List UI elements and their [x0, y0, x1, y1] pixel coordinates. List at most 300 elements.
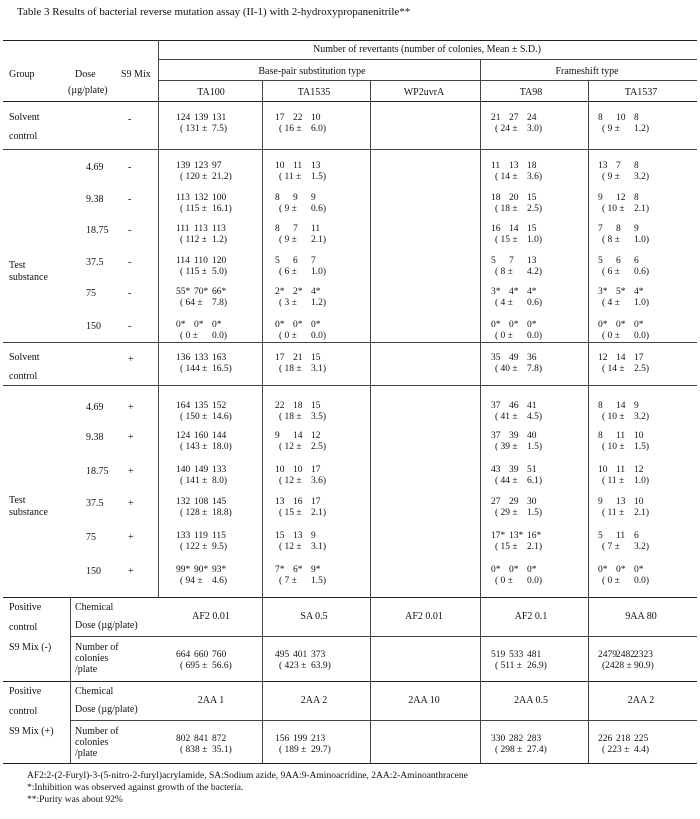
plate-3-value: 9	[634, 401, 639, 411]
plate-2-value: 282	[509, 734, 524, 744]
chemical-dose: AF2 0.1	[514, 611, 548, 622]
vrule-ta1535	[370, 80, 371, 763]
plate-3-value: 10	[634, 431, 644, 441]
s9-value: -	[128, 288, 132, 299]
plate-3-value: 872	[212, 734, 227, 744]
sd-value: 6.0)	[311, 124, 327, 134]
plate-2-value: 46	[509, 401, 519, 411]
plate-3-value: 8	[634, 161, 639, 171]
plate-3-value: 4*	[527, 287, 537, 297]
plate-3-value: 36	[527, 353, 537, 363]
mean-value: (2428 ±	[602, 661, 632, 671]
mean-value: ( 15 ±	[279, 508, 302, 518]
cell-ta98	[491, 497, 543, 521]
rule-solvent-minus	[3, 149, 697, 150]
cell-ta100	[176, 565, 228, 589]
label-nc2-minus: colonies	[75, 653, 109, 664]
sd-value: 2.1)	[634, 508, 650, 518]
mean-value: ( 298 ±	[495, 745, 523, 755]
plate-2-value: 132	[194, 193, 209, 203]
plate-2-value: 149	[194, 465, 209, 475]
cell-ta100	[176, 224, 228, 248]
label-nc3-plus: /plate	[75, 748, 98, 759]
label-chem-plus: Chemical	[75, 686, 114, 697]
header-revertants: Number of revertants (number of colonies, Mean ± S.D.)	[313, 44, 541, 55]
plate-1-value: 5	[598, 256, 603, 266]
cell-ta98	[491, 113, 543, 137]
sd-value: 1.5)	[634, 442, 650, 452]
mean-value: ( 122 ±	[180, 542, 208, 552]
plate-3-value: 18	[527, 161, 537, 171]
plate-1-value: 9	[598, 497, 603, 507]
plate-1-value: 22	[275, 401, 285, 411]
header-dose: Dose	[75, 69, 96, 80]
plate-1-value: 330	[491, 734, 506, 744]
plate-2-value: 8	[616, 224, 621, 234]
plate-3-value: 40	[527, 431, 537, 441]
s9-value: -	[128, 162, 132, 173]
plate-1-value: 495	[275, 650, 290, 660]
mean-value: ( 0 ±	[602, 576, 620, 586]
plate-3-value: 12	[634, 465, 644, 475]
mean-value: ( 223 ±	[602, 745, 630, 755]
sd-value: 1.5)	[527, 442, 543, 452]
mean-value: ( 3 ±	[279, 298, 297, 308]
plate-2-value: 39	[509, 465, 519, 475]
plate-2-value: 14	[293, 431, 303, 441]
plate-1-value: 0*	[275, 320, 285, 330]
plate-2-value: 27	[509, 113, 519, 123]
cell-ta98	[491, 353, 543, 377]
mean-value: ( 12 ±	[279, 542, 302, 552]
label-solvent-minus: Solvent	[9, 112, 40, 123]
plate-1-value: 10	[598, 465, 608, 475]
positive-cell-ta1535	[275, 734, 331, 758]
cell-ta100	[176, 353, 232, 377]
plate-2-value: 133	[194, 353, 209, 363]
plate-3-value: 10	[634, 497, 644, 507]
plate-2-value: 14	[616, 353, 626, 363]
plate-1-value: 17*	[491, 531, 506, 541]
label-substance-minus: substance	[9, 272, 48, 283]
plate-1-value: 0*	[598, 320, 608, 330]
cell-ta1535	[275, 287, 327, 311]
plate-3-value: 131	[212, 113, 227, 123]
plate-3-value: 93*	[212, 565, 227, 575]
sd-value: 3.2)	[634, 172, 650, 182]
dose-value: 75	[86, 532, 96, 543]
plate-1-value: 111	[176, 224, 190, 234]
cell-ta1537	[598, 565, 650, 589]
positive-cell-ta98	[491, 650, 547, 674]
dose-value: 9.38	[86, 194, 104, 205]
cell-ta100	[176, 113, 228, 137]
plate-3-value: 213	[311, 734, 326, 744]
positive-cell-ta1537	[598, 650, 654, 674]
plate-3-value: 120	[212, 256, 227, 266]
plate-1-value: 133	[176, 531, 191, 541]
rule-header-bottom	[3, 101, 697, 102]
mean-value: ( 12 ±	[279, 442, 302, 452]
dose-value: 75	[86, 288, 96, 299]
plate-1-value: 0*	[176, 320, 186, 330]
cell-ta1537	[598, 256, 650, 280]
plate-3-value: 6	[634, 531, 639, 541]
plate-3-value: 9*	[311, 565, 321, 575]
header-fs: Frameshift type	[555, 66, 619, 77]
cell-ta100	[176, 287, 228, 311]
header-bps: Base-pair substitution type	[258, 66, 366, 77]
s9-value: +	[128, 432, 134, 443]
plate-1-value: 12	[598, 353, 608, 363]
positive-cell-ta100	[176, 650, 232, 674]
header-ta100: TA100	[197, 87, 225, 98]
sd-value: 27.4)	[527, 745, 547, 755]
sd-value: 0.0)	[527, 576, 543, 586]
mean-value: ( 39 ±	[495, 442, 518, 452]
mean-value: ( 423 ±	[279, 661, 307, 671]
plate-2-value: 29	[509, 497, 519, 507]
sd-value: 29.7)	[311, 745, 331, 755]
plate-3-value: 0*	[311, 320, 321, 330]
sd-value: 1.0)	[527, 235, 543, 245]
mean-value: ( 511 ±	[495, 661, 523, 671]
plate-1-value: 15	[275, 531, 285, 541]
plate-1-value: 13	[275, 497, 285, 507]
sd-value: 3.5)	[311, 412, 327, 422]
cell-ta100	[176, 497, 232, 521]
plate-1-value: 156	[275, 734, 290, 744]
mean-value: ( 131 ±	[180, 124, 208, 134]
cell-ta1537	[598, 161, 650, 185]
label-test-minus: Test	[9, 260, 26, 271]
sd-value: 2.5)	[634, 364, 650, 374]
cell-ta1535	[275, 113, 327, 137]
sd-value: 9.5)	[212, 542, 228, 552]
plate-2-value: 199	[293, 734, 308, 744]
plate-1-value: 114	[176, 256, 190, 266]
plate-1-value: 226	[598, 734, 613, 744]
mean-value: ( 11 ±	[279, 172, 302, 182]
plate-2-value: 123	[194, 161, 209, 171]
plate-3-value: 283	[527, 734, 542, 744]
cell-ta100	[176, 531, 228, 555]
plate-1-value: 3*	[491, 287, 501, 297]
plate-3-value: 4*	[634, 287, 644, 297]
plate-3-value: 9	[311, 193, 316, 203]
plate-3-value: 225	[634, 734, 649, 744]
sd-value: 1.2)	[634, 124, 650, 134]
mean-value: ( 695 ±	[180, 661, 208, 671]
mean-value: ( 0 ±	[602, 331, 620, 341]
sd-value: 1.0)	[311, 267, 327, 277]
plate-3-value: 10	[311, 113, 321, 123]
plate-3-value: 13	[527, 256, 537, 266]
cell-ta100	[176, 431, 232, 455]
sd-value: 3.2)	[634, 542, 650, 552]
chemical-dose: 2AA 10	[408, 695, 440, 706]
mean-value: ( 189 ±	[279, 745, 307, 755]
cell-ta1537	[598, 113, 650, 137]
plate-2-value: 135	[194, 401, 209, 411]
sd-value: 0.0)	[634, 331, 650, 341]
plate-1-value: 3*	[598, 287, 608, 297]
rule-pp-mid	[70, 720, 697, 721]
mean-value: ( 44 ±	[495, 476, 518, 486]
sd-value: 1.2)	[212, 235, 228, 245]
mean-value: ( 141 ±	[180, 476, 208, 486]
plate-2-value: 0*	[509, 320, 519, 330]
sd-value: 35.1)	[212, 745, 232, 755]
sd-value: 7.8)	[527, 364, 543, 374]
sd-value: 2.5)	[311, 442, 327, 452]
label-solvent-plus: Solvent	[9, 352, 40, 363]
chemical-dose: AF2 0.01	[405, 611, 443, 622]
mean-value: ( 7 ±	[602, 542, 620, 552]
cell-ta1537	[598, 353, 650, 377]
mean-value: ( 12 ±	[279, 476, 302, 486]
plate-1-value: 9	[598, 193, 603, 203]
cell-ta98	[491, 531, 543, 555]
cell-ta1537	[598, 320, 650, 344]
positive-cell-ta100	[176, 734, 232, 758]
dose-value: 18.75	[86, 466, 109, 477]
sd-value: 2.1)	[311, 508, 327, 518]
sd-value: 3.2)	[634, 412, 650, 422]
cell-ta1537	[598, 401, 650, 425]
vrule-ta100	[262, 80, 263, 763]
plate-3-value: 11	[311, 224, 321, 234]
sd-value: 18.8)	[212, 508, 232, 518]
plate-2-value: 11	[616, 465, 626, 475]
s9-value: +	[128, 498, 134, 509]
plate-3-value: 41	[527, 401, 537, 411]
label-nc2-plus: colonies	[75, 737, 109, 748]
s9-value: -	[128, 321, 132, 332]
chemical-dose: 2AA 2	[300, 695, 328, 706]
cell-ta1537	[598, 497, 650, 521]
sd-value: 6.1)	[527, 476, 543, 486]
cell-ta100	[176, 465, 228, 489]
plate-1-value: 9	[275, 431, 280, 441]
label-substance-plus: substance	[9, 507, 48, 518]
cell-ta1537	[598, 431, 650, 455]
chemical-dose: 2AA 0.5	[514, 695, 548, 706]
plate-1-value: 124	[176, 113, 191, 123]
mean-value: ( 40 ±	[495, 364, 518, 374]
cell-ta100	[176, 320, 228, 344]
mean-value: ( 10 ±	[602, 204, 625, 214]
mean-value: ( 838 ±	[180, 745, 208, 755]
label-nc1-minus: Number of	[75, 642, 119, 653]
cell-ta98	[491, 401, 543, 425]
plate-1-value: 18	[491, 193, 501, 203]
rule-revertants	[158, 59, 697, 60]
plate-1-value: 519	[491, 650, 506, 660]
plate-1-value: 17	[275, 353, 285, 363]
plate-3-value: 144	[212, 431, 227, 441]
plate-3-value: 760	[212, 650, 227, 660]
plate-2-value: 0*	[616, 320, 626, 330]
label-control-minus: control	[9, 131, 38, 142]
mean-value: ( 115 ±	[180, 204, 208, 214]
label-chemdose-plus: Dose (µg/plate)	[75, 704, 138, 715]
label-control-plus: control	[9, 371, 38, 382]
plate-2-value: 16	[293, 497, 303, 507]
rule-pm-mid	[70, 636, 697, 637]
sd-value: 4.6)	[212, 576, 228, 586]
plate-1-value: 10	[275, 161, 285, 171]
mean-value: ( 16 ±	[279, 124, 302, 134]
mean-value: ( 15 ±	[495, 542, 518, 552]
plate-3-value: 17	[311, 465, 321, 475]
plate-1-value: 136	[176, 353, 191, 363]
sd-value: 2.1)	[311, 235, 327, 245]
plate-3-value: 8	[634, 113, 639, 123]
plate-3-value: 17	[311, 497, 321, 507]
s9-value: +	[128, 532, 134, 543]
plate-1-value: 7*	[275, 565, 285, 575]
plate-3-value: 66*	[212, 287, 227, 297]
plate-1-value: 113	[176, 193, 190, 203]
plate-3-value: 9	[634, 224, 639, 234]
chemical-dose: SA 0.5	[300, 611, 328, 622]
rule-solvent-plus	[3, 385, 697, 386]
mean-value: ( 0 ±	[279, 331, 297, 341]
plate-3-value: 97	[212, 161, 222, 171]
plate-1-value: 0*	[491, 565, 501, 575]
plate-2-value: 7	[616, 161, 621, 171]
mean-value: ( 24 ±	[495, 124, 518, 134]
footnote-purity: **:Purity was about 92%	[27, 795, 123, 805]
cell-ta1537	[598, 287, 650, 311]
plate-1-value: 7	[598, 224, 603, 234]
plate-1-value: 35	[491, 353, 501, 363]
sd-value: 0.0)	[311, 331, 327, 341]
mean-value: ( 8 ±	[495, 267, 513, 277]
cell-ta1535	[275, 401, 327, 425]
cell-ta1535	[275, 256, 327, 280]
s9-value: -	[128, 225, 132, 236]
cell-ta98	[491, 224, 543, 248]
plate-1-value: 5	[275, 256, 280, 266]
plate-1-value: 27	[491, 497, 501, 507]
sd-value: 1.5)	[311, 576, 327, 586]
mean-value: ( 11 ±	[602, 508, 625, 518]
sd-value: 4.5)	[527, 412, 543, 422]
plate-3-value: 30	[527, 497, 537, 507]
mean-value: ( 14 ±	[495, 172, 518, 182]
sd-value: 7.5)	[212, 124, 228, 134]
cell-ta100	[176, 193, 232, 217]
mean-value: ( 9 ±	[602, 124, 620, 134]
mean-value: ( 0 ±	[180, 331, 198, 341]
plate-2-value: 11	[293, 161, 303, 171]
mean-value: ( 143 ±	[180, 442, 208, 452]
cell-ta1535	[275, 193, 327, 217]
sd-value: 3.1)	[311, 364, 327, 374]
plate-3-value: 17	[634, 353, 644, 363]
plate-3-value: 0*	[527, 565, 537, 575]
plate-1-value: 10	[275, 465, 285, 475]
cell-ta98	[491, 565, 543, 589]
plate-2-value: 401	[293, 650, 308, 660]
plate-3-value: 113	[212, 224, 226, 234]
plate-3-value: 15	[311, 401, 321, 411]
label-nc3-minus: /plate	[75, 664, 98, 675]
plate-1-value: 0*	[491, 320, 501, 330]
plate-2-value: 10	[616, 113, 626, 123]
s9-value: +	[128, 566, 134, 577]
plate-3-value: 0*	[527, 320, 537, 330]
sd-value: 0.6)	[311, 204, 327, 214]
plate-2-value: 9	[293, 193, 298, 203]
header-ta1537: TA1537	[624, 87, 658, 98]
rule-top	[3, 40, 697, 41]
plate-2-value: 13	[509, 161, 519, 171]
label-s9-plus: S9 Mix (+)	[9, 726, 54, 737]
plate-2-value: 6	[616, 256, 621, 266]
sd-value: 2.1)	[634, 204, 650, 214]
cell-ta1535	[275, 431, 327, 455]
header-wp2uvra: WP2uvrA	[403, 87, 445, 98]
plate-1-value: 124	[176, 431, 191, 441]
plate-1-value: 99*	[176, 565, 191, 575]
footnote-inhibition: *:Inhibition was observed against growth of the bacteria.	[27, 783, 244, 793]
sd-value: 56.6)	[212, 661, 232, 671]
sd-value: 7.8)	[212, 298, 228, 308]
plate-1-value: 8	[598, 113, 603, 123]
plate-2-value: 841	[194, 734, 209, 744]
mean-value: ( 18 ±	[495, 204, 518, 214]
mean-value: ( 15 ±	[495, 235, 518, 245]
plate-2-value: 4*	[509, 287, 519, 297]
plate-1-value: 13	[598, 161, 608, 171]
plate-2-value: 0*	[194, 320, 204, 330]
mean-value: ( 0 ±	[495, 331, 513, 341]
plate-1-value: 8	[598, 431, 603, 441]
plate-3-value: 12	[311, 431, 321, 441]
vrule-label	[70, 597, 71, 763]
plate-1-value: 8	[275, 193, 280, 203]
plate-2-value: 139	[194, 113, 209, 123]
plate-3-value: 163	[212, 353, 227, 363]
plate-2-value: 14	[616, 401, 626, 411]
plate-3-value: 8	[634, 193, 639, 203]
plate-2-value: 2482	[616, 650, 635, 660]
plate-2-value: 22	[293, 113, 303, 123]
mean-value: ( 8 ±	[602, 235, 620, 245]
mean-value: ( 41 ±	[495, 412, 518, 422]
sd-value: 5.0)	[212, 267, 228, 277]
chemical-dose: 2AA 1	[197, 695, 225, 706]
plate-2-value: 13	[616, 497, 626, 507]
plate-3-value: 0*	[634, 320, 644, 330]
s9-value: -	[128, 114, 132, 125]
chemical-dose: 9AA 80	[625, 611, 657, 622]
label-chem-minus: Chemical	[75, 602, 114, 613]
plate-2-value: 11	[616, 531, 626, 541]
sd-value: 2.1)	[527, 542, 543, 552]
plate-3-value: 15	[527, 224, 537, 234]
header-dose-unit: (µg/plate)	[68, 85, 108, 96]
mean-value: ( 14 ±	[602, 364, 625, 374]
chemical-dose: 2AA 2	[627, 695, 655, 706]
plate-1-value: 11	[491, 161, 501, 171]
plate-2-value: 0*	[509, 565, 519, 575]
sd-value: 1.5)	[311, 172, 327, 182]
cell-ta100	[176, 256, 228, 280]
